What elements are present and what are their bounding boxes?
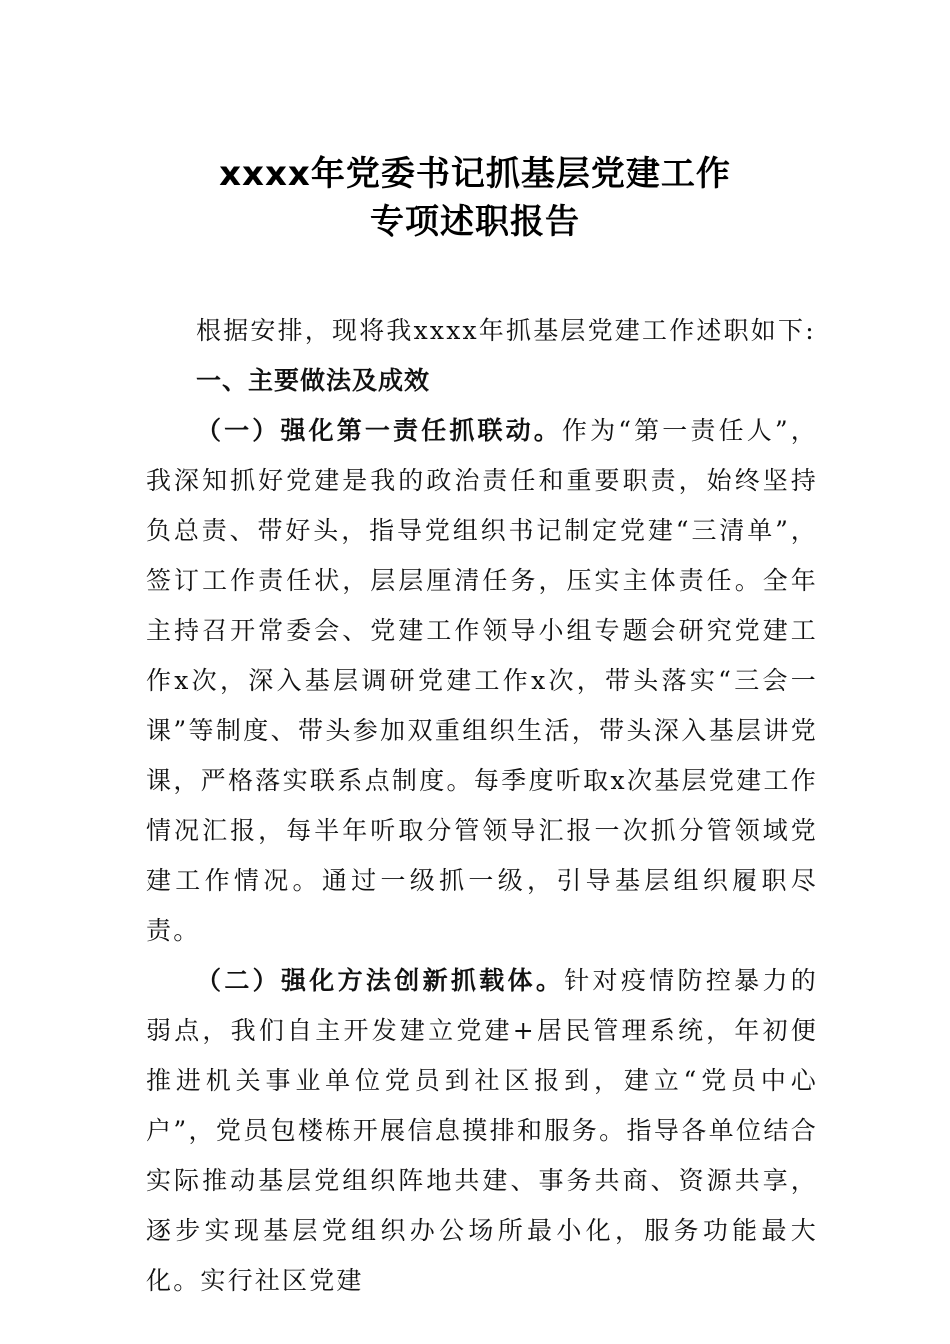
paragraph-2 [146,956,818,1306]
paragraph-2-lead: （二）强化方法创新抓载体。 [196,966,565,995]
section-heading: 一、主要做法及成效 [196,366,431,395]
document-title-line1: xxxx年党委书记抓基层党建工作 [219,154,731,194]
intro-paragraph: 根据安排，现将我xxxx年抓基层党建工作述职如下: [196,316,816,345]
paragraph-2-text: 针对疫情防控暴力的弱点，我们自主开发建立党建+居民管理系统，年初便推进机关事业单位党员到社区报到，建立“党员中心户”，党员包楼栋开展信息摸排和服务。指导各单位结合实际推动基层党组织阵地共建、事务共商、资源共享，逐步实现基层党组织办公场所最小化，服务功能最大化。实行社区党建 [146,966,818,1295]
paragraph-1-lead: （一）强化第一责任抓联动。 [196,416,562,445]
document-body [146,306,818,1306]
paragraph-1-text: 作为“第一责任人”，我深知抓好党建是我的政治责任和重要职责，始终坚持负总责、带好头，指导党组织书记制定党建“三清单”，签订工作责任状，层层厘清任务，压实主体责任。全年主持召开常委会、党建工作领导小组专题会研究党建工作x次，深入基层调研党建工作x次，带头落实“三会一课”等制度、带头参加双重组织生活，带头深入基层讲党课，严格落实联系点制度。每季度听取x次基层党建工作情况汇报，每半年听取分管领导汇报一次抓分管领域党建工作情况。通过一级抓一级，引导基层组织履职尽责。 [146,416,819,945]
document-title-line2: 专项述职报告 [370,202,580,242]
paragraph-1 [146,406,818,956]
